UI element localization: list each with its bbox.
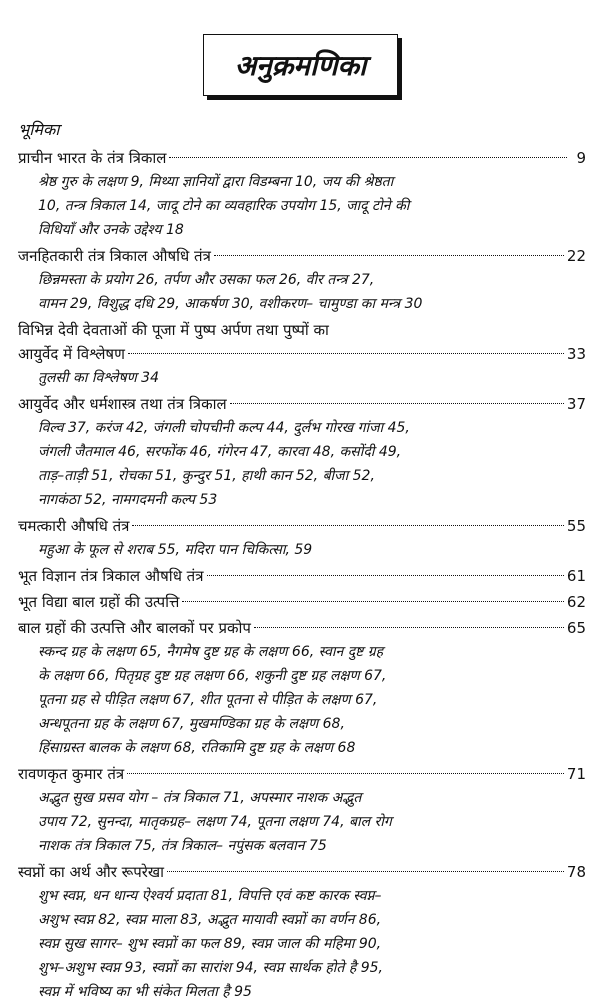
toc-entry-heading[interactable] xyxy=(18,762,586,786)
toc-entry-page: 55 xyxy=(566,517,586,535)
dot-leader xyxy=(214,255,564,256)
subtopic-line: श्रेष्ठ गुरु के लक्षण 9, मिथ्या ज्ञानियों द्वारा विडम्बना 10, जय की श्रेष्ठता xyxy=(38,174,394,190)
subtopic-line: तुलसी का विश्लेषण 34 xyxy=(38,370,159,386)
toc-entry-title: प्राचीन भारत के तंत्र त्रिकाल xyxy=(18,149,167,167)
subtopic-line: उपाय 72, सुनन्दा, मातृकग्रह– लक्षण 74, पूतना लक्षण 74, बाल रोग xyxy=(38,814,392,830)
toc-entry-subtopics xyxy=(18,268,586,316)
toc-entry-subtopics xyxy=(18,366,586,390)
dot-leader xyxy=(132,525,563,526)
subtopic-line: छिन्नमस्ता के प्रयोग 26, तर्पण और उसका फल 26, वीर तन्त्र 27, xyxy=(38,272,375,288)
toc-entry-heading[interactable] xyxy=(18,342,586,366)
subtopic-line: विधियाँ और उनके उद्देश्य 18 xyxy=(38,222,184,238)
toc-entry-subtopics xyxy=(18,786,586,858)
toc-entry-title: चमत्कारी औषधि तंत्र xyxy=(18,517,130,535)
toc-entry-subtopics xyxy=(18,416,586,512)
subtopic-line: जंगली जैतमाल 46, सरफोंक 46, गंगेरन 47, कारवा 48, कसोंदी 49, xyxy=(38,444,402,460)
toc-entry-title: बाल ग्रहों की उत्पत्ति और बालकों पर प्रकोप xyxy=(18,619,251,637)
toc-entry-heading[interactable] xyxy=(18,392,586,416)
toc-entry-heading[interactable] xyxy=(18,616,586,640)
toc-entry xyxy=(18,514,586,562)
table-of-contents xyxy=(18,146,586,1006)
subtopic-line: हिंसाग्रस्त बालक के लक्षण 68, रतिकामि दुष्ट ग्रह के लक्षण 68 xyxy=(38,740,356,756)
toc-entry xyxy=(18,590,586,614)
toc-entry-heading[interactable] xyxy=(18,564,586,588)
toc-entry-page: 78 xyxy=(566,863,586,881)
toc-entry-subtopics xyxy=(18,884,586,1004)
toc-entry-page: 33 xyxy=(566,345,586,363)
toc-entry-page: 61 xyxy=(566,567,586,585)
toc-entry-page: 62 xyxy=(566,593,586,611)
toc-entry xyxy=(18,564,586,588)
toc-entry-title-line1[interactable]: विभिन्न देवी देवताओं की पूजा में पुष्प अर्पण तथा पुष्पों का xyxy=(18,321,329,339)
subtopic-line: अद्भुत सुख प्रसव योग – तंत्र त्रिकाल 71, अपस्मार नाशक अद्भुत xyxy=(38,790,362,806)
dot-leader xyxy=(127,773,564,774)
toc-entry xyxy=(18,318,586,390)
subtopic-line: शुभ–अशुभ स्वप्न 93, स्वप्नों का सारांश 94, स्वप्न सार्थक होते है 95, xyxy=(38,960,383,976)
toc-entry xyxy=(18,146,586,242)
toc-entry-title: आयुर्वेद और धर्मशास्त्र तथा तंत्र त्रिकाल xyxy=(18,395,227,413)
toc-entry-page: 9 xyxy=(576,149,586,167)
toc-entry-heading[interactable] xyxy=(18,514,586,538)
toc-entry xyxy=(18,616,586,760)
subtopic-line: 10, तन्त्र त्रिकाल 14, जादू टोने का व्यवहारिक उपयोग 15, जादू टोने की xyxy=(38,198,410,214)
subtopic-line: नागकंठा 52, नामगदमनी कल्प 53 xyxy=(38,492,218,508)
toc-entry-page: 37 xyxy=(566,395,586,413)
subtopic-line: वामन 29, विशुद्ध दधि 29, आकर्षण 30, वशीकरण– चामुण्डा का मन्त्र 30 xyxy=(38,296,423,312)
subtopic-line: महुआ के फूल से शराब 55, मदिरा पान चिकित्सा, 59 xyxy=(38,542,313,558)
dot-leader xyxy=(230,403,564,404)
toc-entry-heading[interactable] xyxy=(18,244,586,268)
dot-leader xyxy=(182,601,563,602)
toc-entry xyxy=(18,762,586,858)
subtopic-line: के लक्षण 66, पितृग्रह दुष्ट ग्रह लक्षण 66, शकुनी दुष्ट ग्रह लक्षण 67, xyxy=(38,668,387,684)
subtopic-line: शुभ स्वप्न, धन धान्य ऐश्वर्य प्रदाता 81, विपत्ति एवं कष्ट कारक स्वप्न– xyxy=(38,888,382,904)
toc-entry xyxy=(18,244,586,316)
toc-entry-heading[interactable] xyxy=(18,590,586,614)
toc-entry-heading[interactable] xyxy=(18,146,586,170)
intro-link[interactable]: भूमिका xyxy=(18,120,60,139)
toc-entry-page: 65 xyxy=(566,619,586,637)
toc-entry xyxy=(18,392,586,512)
toc-entry-heading[interactable] xyxy=(18,860,586,884)
subtopic-line: स्कन्द ग्रह के लक्षण 65, नैगमेष दुष्ट ग्रह के लक्षण 66, स्वान दुष्ट ग्रह xyxy=(38,644,384,660)
toc-entry-title: जनहितकारी तंत्र त्रिकाल औषधि तंत्र xyxy=(18,247,211,265)
toc-entry xyxy=(18,860,586,1004)
subtopic-line: स्वप्न सुख सागर– शुभ स्वप्नों का फल 89, स्वप्न जाल की महिमा 90, xyxy=(38,936,382,952)
toc-entry-title: भूत विज्ञान तंत्र त्रिकाल औषधि तंत्र xyxy=(18,567,204,585)
toc-entry-title: भूत विद्या बाल ग्रहों की उत्पत्ति xyxy=(18,593,180,611)
dot-leader xyxy=(254,627,564,628)
dot-leader xyxy=(128,353,564,354)
toc-entry-title: आयुर्वेद में विश्लेषण xyxy=(18,345,125,363)
page-title: अनुक्रमणिका xyxy=(203,34,398,96)
subtopic-line: नाशक तंत्र त्रिकाल 75, तंत्र त्रिकाल– नपुंसक बलवान 75 xyxy=(38,838,327,854)
dot-leader xyxy=(169,157,567,158)
subtopic-line: स्वप्न में भविष्य का भी संकेत मिलता है 95 xyxy=(38,984,252,1000)
toc-entry-title: स्वप्नों का अर्थ और रूपरेखा xyxy=(18,863,165,881)
toc-entry-subtopics xyxy=(18,640,586,760)
subtopic-line: विल्व 37, करंज 42, जंगली चोपचीनी कल्प 44, दुर्लभ गोरख गांजा 45, xyxy=(38,420,410,436)
toc-entry-page: 22 xyxy=(566,247,586,265)
dot-leader xyxy=(207,575,564,576)
subtopic-line: अशुभ स्वप्न 82, स्वप्न माला 83, अद्भुत मायावी स्वप्नों का वर्णन 86, xyxy=(38,912,382,928)
dot-leader xyxy=(167,871,564,872)
subtopic-line: पूतना ग्रह से पीड़ित लक्षण 67, शीत पूतना से पीड़ित के लक्षण 67, xyxy=(38,692,378,708)
toc-entry-page: 71 xyxy=(566,765,586,783)
toc-entry-subtopics xyxy=(18,538,586,562)
toc-entry-title: रावणकृत कुमार तंत्र xyxy=(18,765,125,783)
subtopic-line: अन्धपूतना ग्रह के लक्षण 67, मुखमण्डिका ग्रह के लक्षण 68, xyxy=(38,716,345,732)
subtopic-line: ताड़–ताड़ी 51, रोचका 51, कुन्दुर 51, हाथी कान 52, बीजा 52, xyxy=(38,468,375,484)
toc-entry-subtopics xyxy=(18,170,586,242)
